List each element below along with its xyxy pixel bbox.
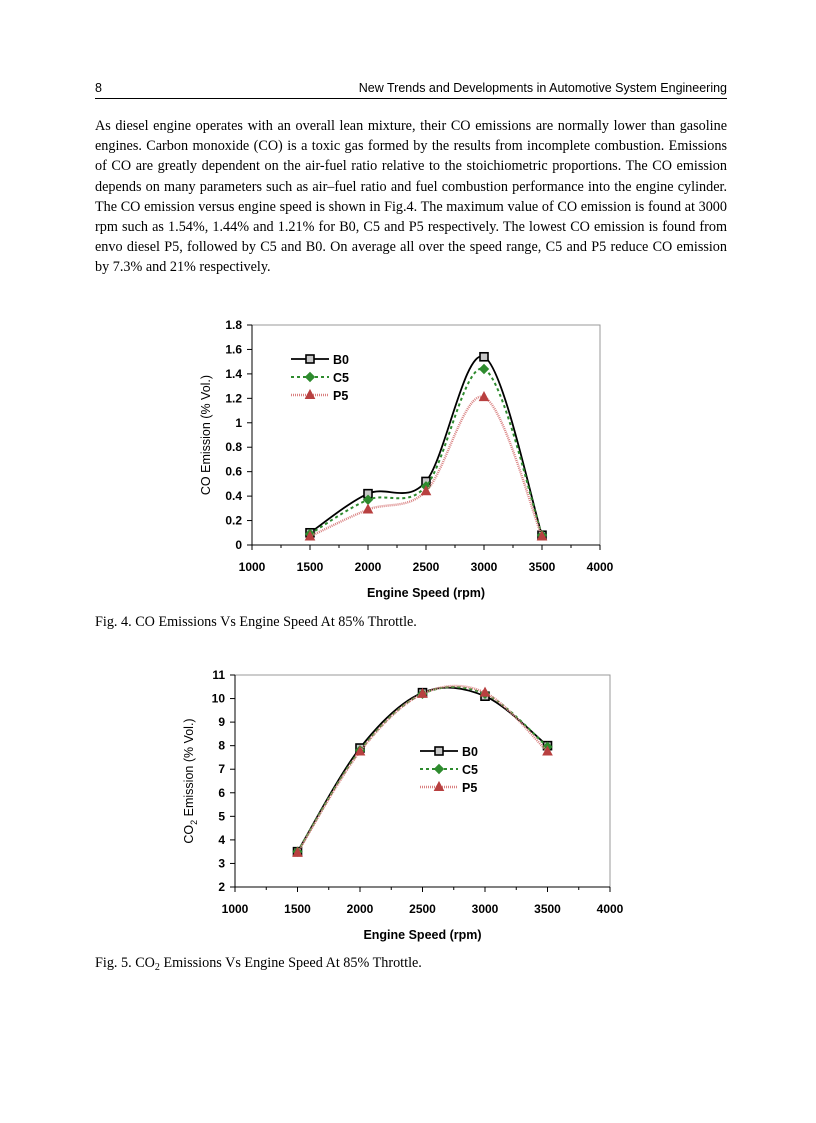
plot-area	[252, 325, 600, 545]
data-point-c5	[480, 365, 489, 374]
page-number: 8	[95, 81, 102, 95]
y-tick-label: 4	[218, 832, 225, 847]
y-tick-label: 1.4	[225, 366, 242, 381]
figure-4-chart	[0, 310, 816, 610]
y-axis-label-subscript: 2	[189, 819, 199, 825]
y-tick-label: 3	[218, 856, 225, 871]
plot-area	[235, 675, 610, 887]
x-tick-label: 3000	[471, 902, 499, 916]
x-tick-label: 1000	[238, 560, 266, 574]
x-tick-label: 4000	[586, 560, 614, 574]
x-axis-label: Engine Speed (rpm)	[366, 586, 486, 600]
legend-label-b0: B0	[462, 745, 478, 759]
y-axis-label-suffix: Emission (% Vol.)	[182, 718, 196, 820]
x-tick-label: 3000	[470, 560, 498, 574]
y-axis-label-prefix: CO	[182, 824, 196, 844]
x-tick-label: 2500	[409, 902, 436, 916]
data-point-p5	[364, 505, 373, 514]
x-tick-label: 4000	[596, 902, 624, 916]
y-tick-label: 1.8	[225, 318, 242, 332]
legend-label-p5: P5	[333, 389, 349, 403]
x-tick-label: 1000	[221, 902, 249, 916]
x-tick-label: 1500	[284, 902, 311, 916]
legend-marker-c5	[306, 373, 315, 382]
y-tick-label: 10	[211, 691, 225, 706]
figure-5-chart	[0, 660, 816, 950]
figure-4-caption: Fig. 4. CO Emissions Vs Engine Speed At 85% Throttle.	[95, 614, 417, 630]
body-paragraph: As diesel engine operates with an overall lean mixture, their CO emissions are normally lower than gasoline engines. Carbon monoxide (CO) is a toxic gas formed by the results from incomplete combustion. Emissions of CO are greatly dependent on the air-fuel ratio relative to the stoichiometric proportions. The CO emission depends on many parameters such as air–fuel ratio and fuel combustion performance into the engine cylinder. The CO emission versus engine speed is shown in Fig.4. The maximum value of CO emission is found at 3000 rpm such as 1.54%, 1.44% and 1.21% for B0, C5 and P5 respectively. The lowest CO emission is found from envo diesel P5, followed by C5 and B0. On average all over the speed range, C5 and P5 reduce CO emission by 7.3% and 21% respectively.	[95, 118, 727, 276]
y-axis-label	[182, 718, 199, 843]
figure-5-caption-suffix: Emissions Vs Engine Speed At 85% Throttle.	[159, 955, 422, 971]
y-tick-label: 9	[218, 715, 225, 730]
figure-5-caption-prefix: Fig. 5. CO	[95, 955, 155, 971]
x-tick-label: 3500	[528, 560, 556, 574]
x-tick-label: 2500	[412, 560, 440, 574]
y-tick-label: 1.6	[225, 342, 242, 357]
y-tick-label: 7	[218, 762, 225, 777]
y-tick-label: 6	[218, 785, 225, 800]
legend-label-b0: B0	[333, 353, 349, 367]
legend-marker-c5	[435, 765, 444, 774]
y-tick-label: 0.8	[225, 440, 242, 455]
x-axis-label: Engine Speed (rpm)	[363, 928, 482, 942]
y-tick-label: 0.4	[225, 489, 242, 504]
legend-marker-b0	[306, 355, 314, 363]
figure-5-caption	[95, 955, 422, 973]
y-tick-label: 5	[218, 809, 225, 824]
legend-marker-b0	[435, 747, 443, 755]
data-point-p5	[480, 392, 489, 401]
legend-label-p5: P5	[462, 781, 478, 795]
y-tick-label: 0	[235, 538, 242, 552]
x-tick-label: 1500	[296, 560, 324, 574]
x-tick-label: 2000	[354, 560, 382, 574]
x-tick-label: 2000	[346, 902, 374, 916]
legend-label-c5: C5	[333, 371, 349, 385]
y-tick-label: 0.6	[225, 464, 242, 479]
y-axis-label: CO Emission (% Vol.)	[199, 374, 213, 496]
data-point-b0	[480, 353, 488, 361]
y-tick-label: 8	[218, 738, 225, 753]
y-tick-label: 0.2	[225, 513, 242, 528]
figure-5-caption-subscript: 2	[154, 962, 160, 973]
page-header	[95, 78, 727, 99]
running-title: New Trends and Developments in Automotive System Engineering	[358, 81, 727, 95]
y-tick-label: 1	[235, 415, 242, 430]
x-tick-label: 3500	[534, 902, 561, 916]
legend-label-c5: C5	[462, 763, 478, 777]
y-tick-label: 11	[212, 668, 225, 682]
y-tick-label: 1.2	[225, 391, 242, 406]
y-tick-label: 2	[218, 880, 225, 894]
